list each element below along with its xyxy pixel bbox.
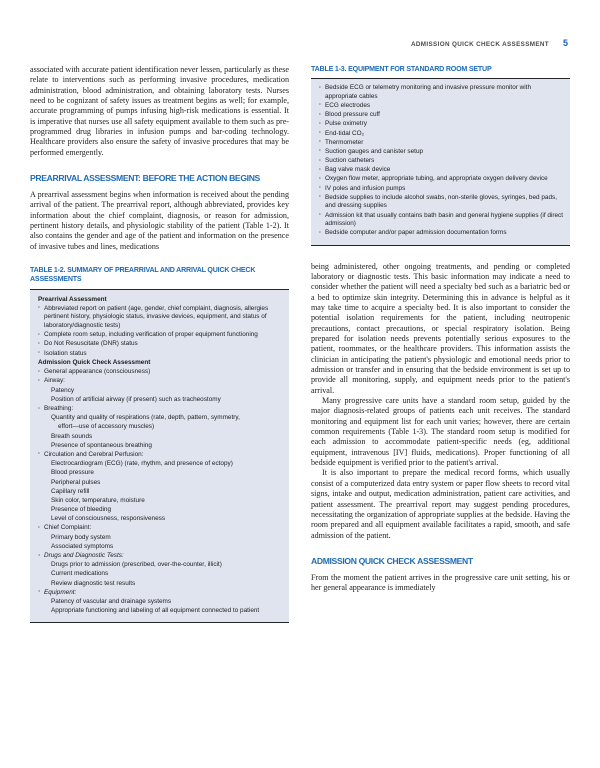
list-item: effort—use of accessory muscles) — [58, 423, 155, 431]
left-paragraph-1: associated with accurate patient identification never lessen, particularly as these relate to interventions such as performing invasive procedures, medication administration, blood administration, and obtaining laboratory tests. Nurses need to be cognizant of safety issues as treatment begins as well; for example, accurate programming of pumps infusing high-risk medications is essential. It is imperative that nurses use all safety equipment available to them such as pre-programmed drug libraries in infusion pumps and bar-coding technology. Healthcare providers also ensure the safety of invasive procedures that may be performed emergently. — [30, 65, 289, 157]
list-item: · End-tidal CO₂ — [318, 130, 563, 139]
list-item: · Breathing: — [37, 405, 282, 414]
table-1-3-title: EQUIPMENT FOR STANDARD ROOM SETUP — [348, 65, 492, 73]
right-paragraph-3: It is also important to prepare the medical record forms, which usually consist of a computerized data entry system or paper flow sheets to record vital signs, intake and output, medication administration, patient care activities, and patient assessment. The prearrival report may suggest pending procedures, necessitating the organization of appropriate supplies at the bedside. Having the room prepared and all equipment available facilitates a rapid, smooth, and safe admission of the patient. — [311, 468, 570, 540]
right-paragraph-1: being administered, other ongoing treatments, and pending or completed laboratory or diagnostic tests. This basic information may indicate a need to consider whether the patient will need a specialty bed such as a bariatric bed or a bed to optimize skin integrity. Determining this in advance is helpful as it may take time to acquire a specialty bed. It is also important to consider the potential isolation requirements for the patient, including neutropenic precautions, contact precautions, or special respiratory isolation. Being prepared for isolation needs prevents potentially serious exposures to the patient, roommates, or the healthcare providers. This information assists the clinician in anticipating the patient's physiologic and emotional needs prior to admission or transfer and in ensuring that the bedside environment is set up to provide all monitoring, supply, and equipment needs prior to the patient's arrival. — [311, 261, 570, 395]
list-item: Primary body system — [51, 533, 111, 541]
list-item: Review diagnostic test results — [51, 579, 136, 587]
list-item: Prearrival Assessment — [38, 295, 107, 303]
right-paragraph-4: From the moment the patient arrives in the progressive care unit setting, his or her general appearance is immediately — [311, 572, 570, 593]
list-item: Current medications — [51, 570, 109, 578]
list-item: · Isolation status — [37, 350, 282, 359]
list-item: · Complete room setup, including verification of proper equipment functioning — [37, 331, 282, 340]
list-item: · Bedside ECG or telemetry monitoring and invasive pressure monitor with appropriate cables — [318, 84, 563, 101]
list-item: · Pulse oximetry — [318, 120, 563, 129]
table-1-2-list — [37, 296, 282, 616]
list-item: · Airway: — [37, 377, 282, 386]
list-item: · Do Not Resuscitate (DNR) status — [37, 340, 282, 349]
table-1-3-body — [311, 78, 570, 245]
list-item: · Thermometer — [318, 139, 563, 148]
list-item: · Chief Complaint: — [37, 524, 282, 533]
left-column — [30, 65, 289, 623]
page-number: 5 — [562, 38, 568, 48]
list-item: Level of consciousness, responsiveness — [51, 515, 166, 523]
list-item: · IV poles and infusion pumps — [318, 185, 563, 194]
section-heading-prearrival-assessment: PREARRIVAL ASSESSMENT: BEFORE THE ACTION BEGINS — [30, 173, 260, 184]
table-1-3-list — [318, 84, 563, 238]
list-item: · ECG electrodes — [318, 102, 563, 111]
list-item: Capillary refill — [51, 487, 90, 495]
list-item: · Circulation and Cerebral Perfusion: — [37, 451, 282, 460]
table-1-2-caption — [30, 266, 289, 284]
list-item: Electrocardiogram (ECG) (rate, rhythm, and presence of ectopy) — [51, 460, 233, 468]
table-1-2-title: SUMMARY OF PREARRIVAL AND ARRIVAL QUICK CHECK ASSESSMENTS — [30, 266, 256, 284]
list-item: · Bag valve mask device — [318, 166, 563, 175]
list-item: · Blood pressure cuff — [318, 111, 563, 120]
list-item: · Bedside computer and/or paper admission documentation forms — [318, 229, 563, 238]
list-item: Admission Quick Check Assessment — [38, 359, 151, 367]
list-item: · Drugs and Diagnostic Tests: — [37, 552, 282, 561]
list-item: · Oxygen flow meter, appropriate tubing, and appropriate oxygen delivery device — [318, 175, 563, 184]
list-item: · Suction catheters — [318, 157, 563, 166]
list-item: Presence of bleeding — [51, 506, 112, 514]
list-item: Skin color, temperature, moisture — [51, 496, 145, 504]
list-item: Position of artificial airway (if present) such as tracheostomy — [51, 395, 221, 403]
right-column — [311, 65, 570, 594]
left-paragraph-2: A prearrival assessment begins when information is received about the pending arrival of the patient. The prearrival report, although abbreviated, provides key information about the chief complaint, diagnosis, or reason for admission, pertinent history details, and physiologic stability of the patient (Table 1-2). It also contains the gender and age of the patient and information on the presence of invasive tubes and lines, medications — [30, 190, 289, 251]
list-item: Drugs prior to admission (prescribed, over-the-counter, illicit) — [51, 561, 222, 569]
list-item: · Bedside supplies to include alcohol swabs, non-sterile gloves, syringes, bed pads, and dressing supplies — [318, 194, 563, 211]
section-heading-admission-quick-check-assessment: ADMISSION QUICK CHECK ASSESSMENT — [311, 555, 473, 566]
list-item: Quantity and quality of respirations (rate, depth, pattern, symmetry, — [51, 414, 240, 422]
table-1-2 — [30, 266, 289, 623]
list-item: · Equipment: — [37, 589, 282, 598]
list-item: · Suction gauges and canister setup — [318, 148, 563, 157]
table-1-2-number: TABLE 1-2. — [30, 266, 66, 275]
list-item: · Admission kit that usually contains bath basin and general hygiene supplies (if direct admission) — [318, 212, 563, 229]
list-item: Patency of vascular and drainage systems — [51, 597, 172, 605]
table-1-3-caption — [311, 65, 570, 74]
list-item: Associated symptoms — [51, 542, 114, 550]
table-1-3-number: TABLE 1-3. — [311, 65, 347, 73]
list-item: Breath sounds — [51, 432, 93, 440]
spacer — [311, 246, 570, 262]
list-item: · General appearance (consciousness) — [37, 368, 282, 377]
table-1-3 — [311, 65, 570, 246]
running-head-title: ADMISSION QUICK CHECK ASSESSMENT — [411, 41, 549, 48]
list-item: Appropriate functioning and labeling of all equipment connected to patient — [51, 607, 260, 615]
table-1-2-body — [30, 289, 289, 624]
list-item: Presence of spontaneous breathing — [51, 441, 152, 449]
list-item: Blood pressure — [51, 469, 94, 477]
list-item: · Abbreviated report on patient (age, gender, chief complaint, diagnosis, allergies pertinent history, physiologic status, invasive devices, equipment, and status of laboratory/diagnostic tests) — [37, 305, 282, 331]
list-item: Peripheral pulses — [51, 478, 101, 486]
running-head — [30, 38, 570, 48]
right-paragraph-2: Many progressive care units have a standard room setup, guided by the major diagnosis-related groups of patients each unit receives. The standard monitoring and equipment list for each unit varies; however, there are certain common requirements (Table 1-3). The standard room setup is modified for each admission to accommodate patient-specific needs (eg, additional equipment, intravenous [IV] fluids, medications). Proper functioning of all bedside equipment is verified prior to the patient's arrival. — [311, 396, 570, 468]
two-column-layout — [30, 65, 570, 623]
list-item: Patency — [51, 386, 75, 394]
